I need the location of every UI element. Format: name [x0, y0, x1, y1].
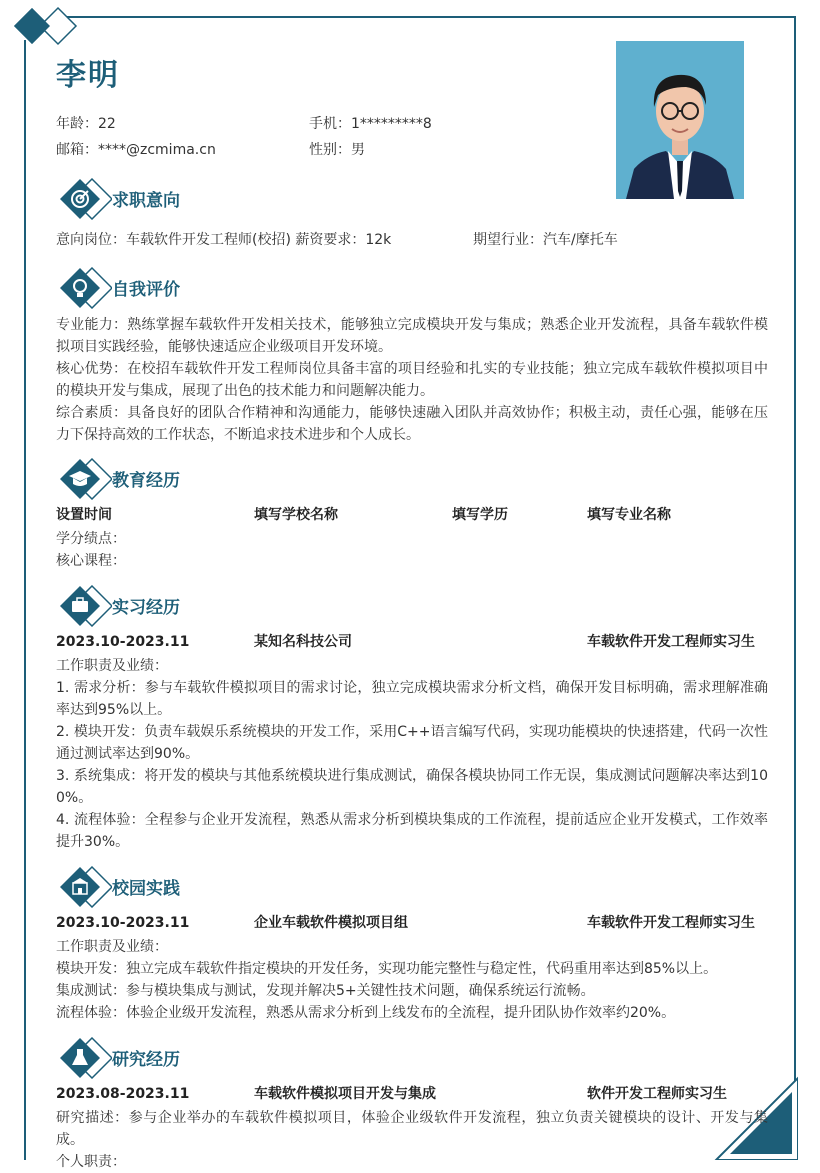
- candidate-name: 李明: [56, 58, 120, 93]
- section-title-intent: 求职意向: [112, 191, 180, 211]
- email-label: 邮箱：: [56, 142, 98, 158]
- research-duty-label: 个人职责：: [56, 1154, 126, 1170]
- section-title-self: 自我评价: [112, 280, 180, 300]
- edu-degree: 填写学历: [452, 507, 508, 523]
- self-eval-professional: 专业能力：熟练掌握车载软件开发相关技术，能够独立完成模块开发与集成；熟悉企业开发流程，具备车载软件模拟项目实践经验，能够快速适应企业级项目开发环境。: [56, 317, 768, 355]
- intern-item-3: 3. 系统集成：将开发的模块与其他系统模块进行集成测试，确保各模块协同工作无误，集成测试问题解决率达到100%。: [56, 768, 768, 806]
- phone-value: 1*********8: [351, 116, 432, 132]
- section-title-research: 研究经历: [112, 1050, 180, 1070]
- research-desc: 研究描述：参与企业举办的车载软件模拟项目，体验企业级软件开发流程，独立负责关键模块的设计、开发与集成。: [56, 1110, 768, 1148]
- research-time: 2023.08-2023.11: [56, 1086, 190, 1102]
- campus-role: 车载软件开发工程师实习生: [587, 915, 755, 931]
- research-project: 车载软件模拟项目开发与集成: [254, 1086, 436, 1102]
- campus-org: 企业车载软件模拟项目组: [254, 915, 408, 931]
- email-value: ****@zcmima.cn: [98, 142, 216, 158]
- graduation-cap-icon: [58, 458, 112, 500]
- edu-courses: 核心课程：: [56, 553, 126, 569]
- campus-item-2: 集成测试：参与模块集成与测试，发现并解决5+关键性技术问题，确保系统运行流畅。: [56, 983, 595, 999]
- campus-item-3: 流程体验：体验企业级开发流程，熟悉从需求分析到上线发布的全流程，提升团队协作效率约20%。: [56, 1005, 676, 1021]
- intern-duty-label: 工作职责及业绩：: [56, 658, 168, 674]
- edu-gpa: 学分绩点：: [56, 531, 126, 547]
- intern-item-2: 2. 模块开发：负责车载娱乐系统模块的开发工作，采用C++语言编写代码，实现功能模块的快速搭建，代码一次性通过测试率达到90%。: [56, 724, 768, 762]
- gender-value: 男: [351, 142, 365, 158]
- self-eval-advantage: 核心优势：在校招车载软件开发工程师岗位具备丰富的项目经验和扎实的专业技能；独立完成车载软件模拟项目中的模块开发与集成，展现了出色的技术能力和问题解决能力。: [56, 361, 768, 399]
- section-title-internship: 实习经历: [112, 598, 180, 618]
- intern-item-1: 1. 需求分析：参与车载软件模拟项目的需求讨论，独立完成模块需求分析文档，确保开发目标明确，需求理解准确率达到95%以上。: [56, 680, 768, 718]
- intern-item-4: 4. 流程体验：全程参与企业开发流程，熟悉从需求分析到模块集成的工作流程，提前适应企业开发模式，工作效率提升30%。: [56, 812, 768, 850]
- target-icon: [58, 178, 112, 220]
- frame-right-line: [794, 16, 796, 1160]
- self-eval-quality: 综合素质：具备良好的团队合作精神和沟通能力，能够快速融入团队并高效协作；积极主动，责任心强，能够在压力下保持高效的工作状态，不断追求技术进步和个人成长。: [56, 405, 768, 443]
- gender-label: 性别：: [309, 142, 351, 158]
- building-icon: [58, 866, 112, 908]
- frame-top-line: [60, 16, 796, 18]
- intern-role: 车载软件开发工程师实习生: [587, 634, 755, 650]
- age-value: 22: [98, 116, 116, 132]
- phone-field: [309, 113, 432, 133]
- flask-icon: [58, 1037, 112, 1079]
- section-title-education: 教育经历: [112, 471, 180, 491]
- edu-school: 填写学校名称: [254, 507, 338, 523]
- intern-company: 某知名科技公司: [254, 634, 352, 650]
- campus-item-1: 模块开发：独立完成车载软件指定模块的开发任务，实现功能完整性与稳定性，代码重用率达到85%以上。: [56, 961, 718, 977]
- campus-duty-label: 工作职责及业绩：: [56, 939, 168, 955]
- edu-major: 填写专业名称: [587, 507, 671, 523]
- corner-diamond-decoration: [10, 6, 90, 46]
- gender-field: [309, 139, 365, 159]
- edu-time: 设置时间: [56, 507, 112, 523]
- campus-time: 2023.10-2023.11: [56, 915, 190, 931]
- profile-photo: [616, 41, 744, 199]
- email-field: [56, 139, 216, 159]
- section-title-campus: 校园实践: [112, 879, 180, 899]
- intent-industry: 期望行业：汽车/摩托车: [473, 232, 618, 248]
- briefcase-icon: [58, 585, 112, 627]
- phone-label: 手机：: [309, 116, 351, 132]
- gem-icon: [58, 267, 112, 309]
- frame-left-line: [24, 40, 26, 1160]
- intent-position: 意向岗位：车载软件开发工程师(校招) 薪资要求：12k: [56, 232, 392, 248]
- intern-time: 2023.10-2023.11: [56, 634, 190, 650]
- research-role: 软件开发工程师实习生: [587, 1086, 727, 1102]
- age-field: [56, 113, 116, 133]
- age-label: 年龄：: [56, 116, 98, 132]
